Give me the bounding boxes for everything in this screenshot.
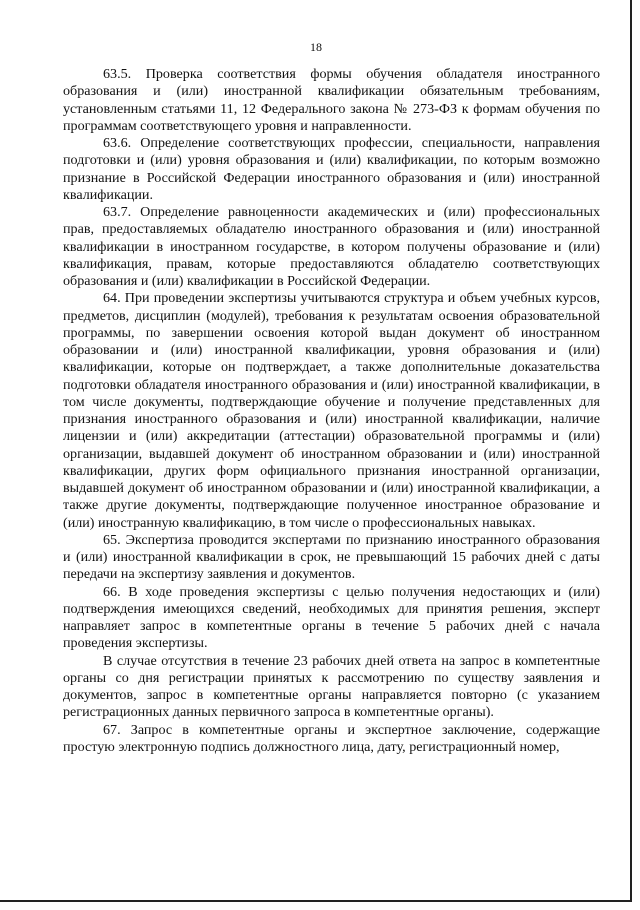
paragraph-63-6: 63.6. Определение соответствующих профессии, специальности, направления подготовки и (или) уровня образования и (или) квалификации, по которым возможно признание в Российской Федерации иностранного образования и (или) иностранной квалификации. [63, 135, 600, 203]
paragraph-63-5: 63.5. Проверка соответствия формы обучения обладателя иностранного образования и (или) иностранной квалификации обязательным требованиям, установленным статьями 11, 12 Федерального закона № 273-ФЗ к формам обучения по программам соответствующего уровня и направленности. [63, 66, 600, 134]
document-body [63, 66, 600, 756]
paragraph-67: 67. Запрос в компетентные органы и экспертное заключение, содержащие простую электронную подпись должностного лица, дату, регистрационный номер, [63, 721, 600, 755]
paragraph-66: 66. В ходе проведения экспертизы с целью получения недостающих и (или) подтверждения имеющихся сведений, необходимых для принятия решения, эксперт направляет запрос в компетентные органы в течение 5 рабочих дней с начала проведения экспертизы. [63, 583, 600, 652]
page-number: 18 [310, 40, 322, 54]
paragraph-65: 65. Экспертиза проводится экспертами по признанию иностранного образования и (или) иностранной квалификации в срок, не превышающий 15 рабочих дней с даты передачи на экспертизу заявления и документов. [63, 531, 600, 583]
paragraph-64: 64. При проведении экспертизы учитываются структура и объем учебных курсов, предметов, дисциплин (модулей), требования к результатам освоения образовательной программы, по завершении освоения которой выдан документ об иностранном образовании и (или) иностранной квалификации, уровня образования и (или) квалификации, которые он подтверждает, а также дополнительные доказательства подготовки обладателя иностранного образования и (или) иностранной квалификации, в том числе документы, подтверждающие обучение и получение представленных для признания иностранного образования и (или) иностранной квалификации, наличие лицензии и (или) аккредитации (аттестации) образовательной программы и (или) организации, выдавшей документ об иностранном образовании и (или) иностранной квалификации, других форм официального признания иностранной организации, выдавшей документ об иностранном образовании и (или) иностранной квалификации, а также другие документы, подтверждающие полученное иностранное образование и (или) иностранную квалификацию, в том числе о профессиональных навыках. [63, 290, 600, 531]
paragraph-63-7: 63.7. Определение равноценности академических и (или) профессиональных прав, предоставляемых обладателю иностранного образования и (или) иностранной квалификации в иностранном государстве, в котором получены образование и (или) квалификация, правам, которые предоставляются обладателю соответствующих образования и (или) квалификации в Российской Федерации. [63, 204, 600, 289]
paragraph-66-continuation: В случае отсутствия в течение 23 рабочих дней ответа на запрос в компетентные органы со дня регистрации принятых к рассмотрению по существу заявления и документов, запрос в компетентные органы направляется повторно (с указанием регистрационных данных первичного запроса в компетентные органы). [63, 652, 600, 721]
